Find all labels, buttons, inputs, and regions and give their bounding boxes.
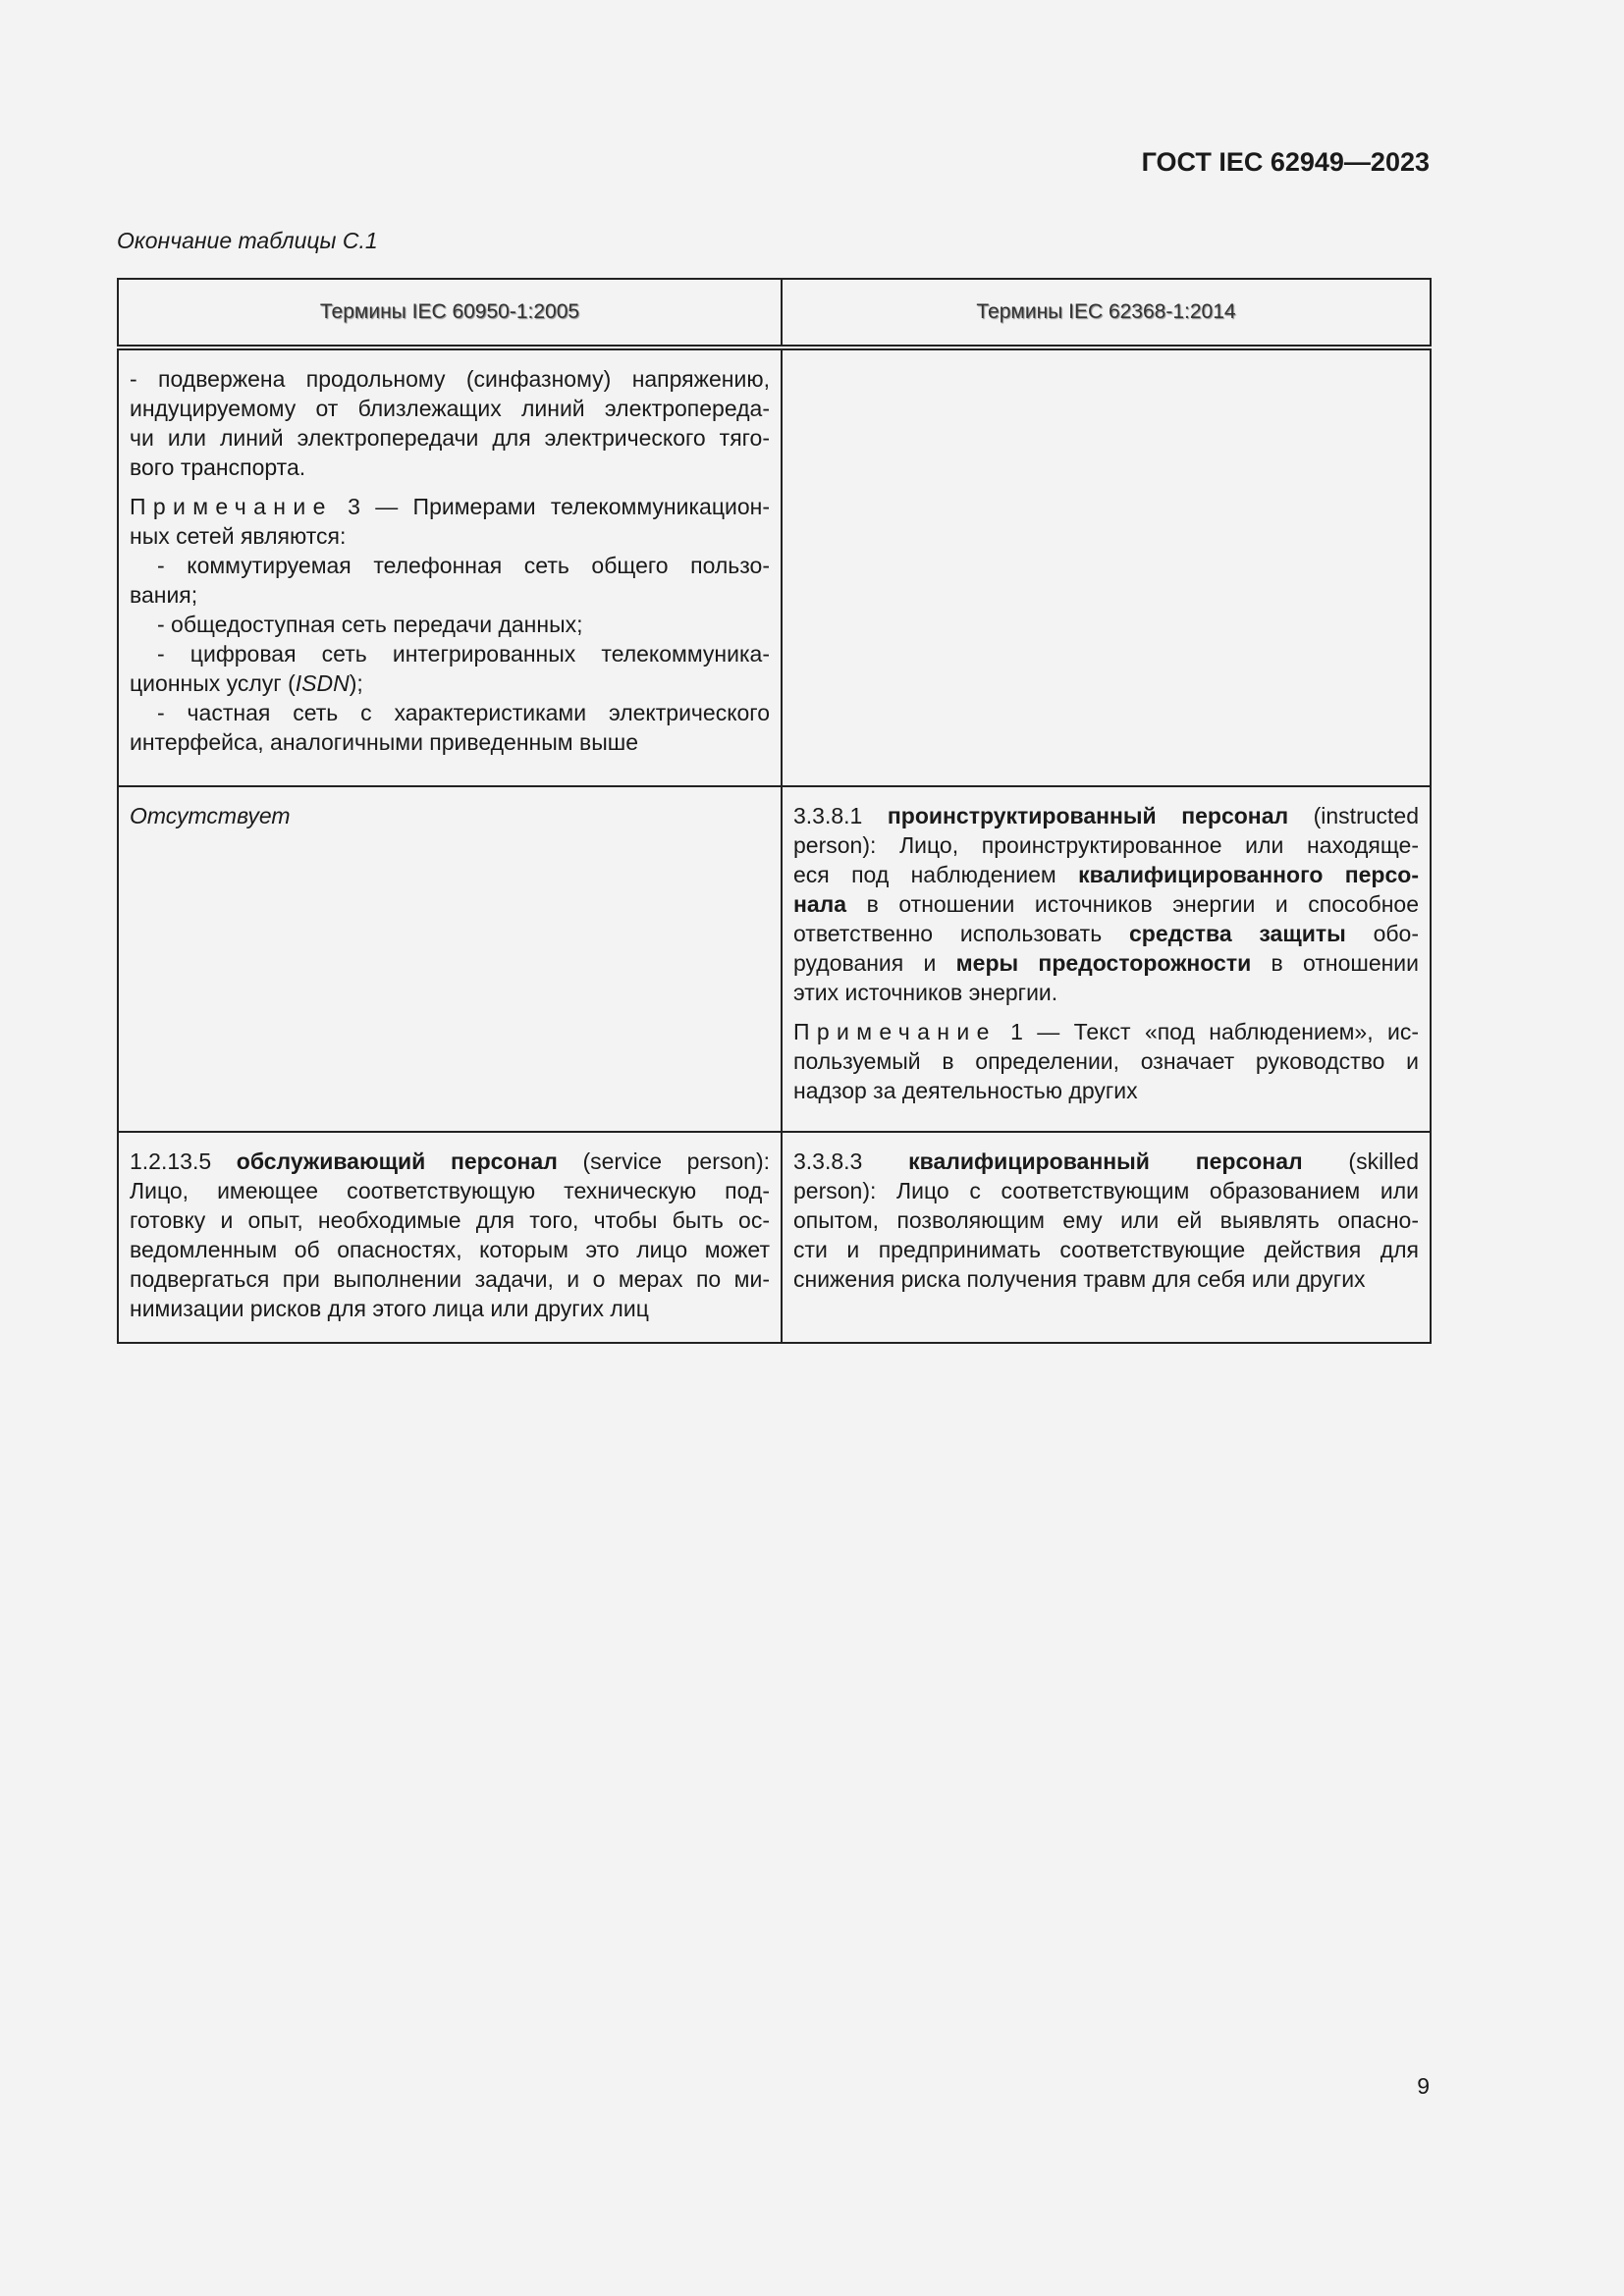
text-segment: надзор за деятельностью других [793, 1078, 1138, 1103]
cell-iec-62368-term [782, 786, 1431, 1132]
cell-iec-60950-term [118, 347, 782, 786]
text-line [793, 1235, 1419, 1264]
text-line [130, 364, 770, 394]
note-paragraph [793, 1017, 1419, 1105]
table-row [118, 1132, 1431, 1343]
text-line [793, 889, 1419, 919]
text-segment: сти и предпринимать соответствующие действия для [793, 1237, 1419, 1262]
text-line [130, 610, 770, 639]
term-name: меры предосторожности [955, 950, 1252, 976]
text-segment: опытом, позволяющим ему или ей выявлять опасно- [793, 1207, 1419, 1233]
terms-comparison-table [117, 278, 1432, 1344]
text-segment: ISDN [295, 670, 350, 696]
text-segment: этих источников энергии. [793, 980, 1058, 1005]
text-line [130, 580, 770, 610]
text-segment: обо- [1345, 921, 1419, 946]
text-line [130, 1147, 770, 1176]
text-segment: чи или линий электропередачи для электрического тяго- [130, 425, 770, 451]
text-segment: - цифровая сеть интегрированных телекоммуника- [157, 641, 770, 667]
term-paragraph [130, 364, 770, 482]
text-segment: ); [349, 670, 363, 696]
term-name: квалифицированного персо- [1078, 862, 1419, 887]
table-row [118, 786, 1431, 1132]
text-segment: индуцируемому от близлежащих линий электропереда- [130, 396, 770, 421]
term-paragraph [130, 801, 770, 830]
text-line [130, 492, 770, 521]
text-line [130, 639, 770, 668]
term-name: проинструктированный персонал [887, 803, 1289, 828]
text-segment: (instructed [1288, 803, 1419, 828]
text-segment: - общедоступная сеть передачи данных; [157, 612, 583, 637]
text-segment: подвергаться при выполнении задачи, и о мерах по ми- [130, 1266, 770, 1292]
text-segment: - коммутируемая телефонная сеть общего пользо- [157, 553, 770, 578]
text-line [793, 1264, 1419, 1294]
cell-iec-62368-term [782, 1132, 1431, 1343]
text-segment: (skilled [1302, 1148, 1419, 1174]
text-segment: ных сетей являются: [130, 523, 347, 549]
cell-iec-60950-term [118, 786, 782, 1132]
table-caption: Окончание таблицы С.1 [117, 228, 378, 253]
term-name: обслуживающий персонал [236, 1148, 558, 1174]
text-line [130, 1205, 770, 1235]
document-code-header: ГОСТ IEC 62949—2023 [1141, 147, 1430, 177]
text-segment: интерфейса, аналогичными приведенным выше [130, 729, 638, 755]
text-line [793, 1176, 1419, 1205]
text-line [793, 860, 1419, 889]
text-segment: ведомленным об опасностях, которым это лицо может [130, 1237, 770, 1262]
text-segment: пользуемый в определении, означает руководство и [793, 1048, 1419, 1074]
text-segment: 3.3.8.1 [793, 803, 888, 828]
text-segment: 3.3.8.3 [793, 1148, 909, 1174]
text-line [793, 919, 1419, 948]
table-header-row [118, 279, 1431, 347]
text-line [130, 801, 770, 830]
term-name: нала [793, 891, 847, 917]
text-line [793, 1076, 1419, 1105]
page-number: 9 [1417, 2073, 1430, 2099]
text-line [130, 453, 770, 482]
term-paragraph [793, 1147, 1419, 1294]
text-segment: 3 — Примерами телекоммуникацион- [332, 494, 770, 519]
text-segment: вого транспорта. [130, 454, 306, 480]
text-line [130, 394, 770, 423]
term-name: квалифицированный персонал [908, 1148, 1303, 1174]
note-label: Примечание [793, 1019, 997, 1044]
cell-iec-62368-term [782, 347, 1431, 786]
text-segment: 1 — Текст «под наблюдением», ис- [996, 1019, 1419, 1044]
text-line [793, 978, 1419, 1007]
table-body [118, 347, 1431, 1343]
text-segment: Отсутствует [130, 803, 291, 828]
text-segment: ответственно использовать [793, 921, 1129, 946]
text-line [793, 830, 1419, 860]
text-line [130, 727, 770, 757]
text-segment: вания; [130, 582, 198, 608]
text-segment: готовку и опыт, необходимые для того, чтобы быть ос- [130, 1207, 770, 1233]
term-paragraph [793, 801, 1419, 1007]
text-segment: ционных услуг ( [130, 670, 296, 696]
term-paragraph [130, 1147, 770, 1323]
text-segment: еся под наблюдением [793, 862, 1079, 887]
text-segment: в отношении [1251, 950, 1420, 976]
text-segment: 1.2.13.5 [130, 1148, 237, 1174]
text-segment: снижения риска получения травм для себя или других [793, 1266, 1366, 1292]
text-line [130, 551, 770, 580]
text-line [793, 1147, 1419, 1176]
text-line [130, 423, 770, 453]
term-name: средства защиты [1129, 921, 1346, 946]
text-line [130, 668, 770, 698]
text-line [130, 698, 770, 727]
text-segment: рудования и [793, 950, 956, 976]
text-line [130, 1264, 770, 1294]
text-line [793, 1046, 1419, 1076]
text-segment: в отношении источников энергии и способное [846, 891, 1419, 917]
text-segment: - подвержена продольному (синфазному) напряжению, [130, 366, 770, 392]
text-line [130, 521, 770, 551]
text-segment: нимизации рисков для этого лица или других лиц [130, 1296, 649, 1321]
text-segment: person): Лицо с соответствующим образованием или [793, 1178, 1419, 1203]
text-line [130, 1176, 770, 1205]
cell-iec-60950-term [118, 1132, 782, 1343]
text-line [130, 1235, 770, 1264]
note-paragraph [130, 492, 770, 757]
text-segment: (service person): [557, 1148, 770, 1174]
text-segment: person): Лицо, проинструктированное или находяще- [793, 832, 1419, 858]
text-line [793, 1205, 1419, 1235]
text-segment: Лицо, имеющее соответствующую техническую под- [130, 1178, 770, 1203]
column-header-iec-60950: Термины IEC 60950-1:2005 [118, 279, 782, 347]
column-header-iec-62368: Термины IEC 62368-1:2014 [782, 279, 1431, 347]
text-line [793, 1017, 1419, 1046]
text-line [793, 801, 1419, 830]
text-segment: - частная сеть с характеристиками электрического [157, 700, 770, 725]
note-label: Примечание [130, 494, 333, 519]
table-row [118, 347, 1431, 786]
text-line [793, 948, 1419, 978]
text-line [130, 1294, 770, 1323]
